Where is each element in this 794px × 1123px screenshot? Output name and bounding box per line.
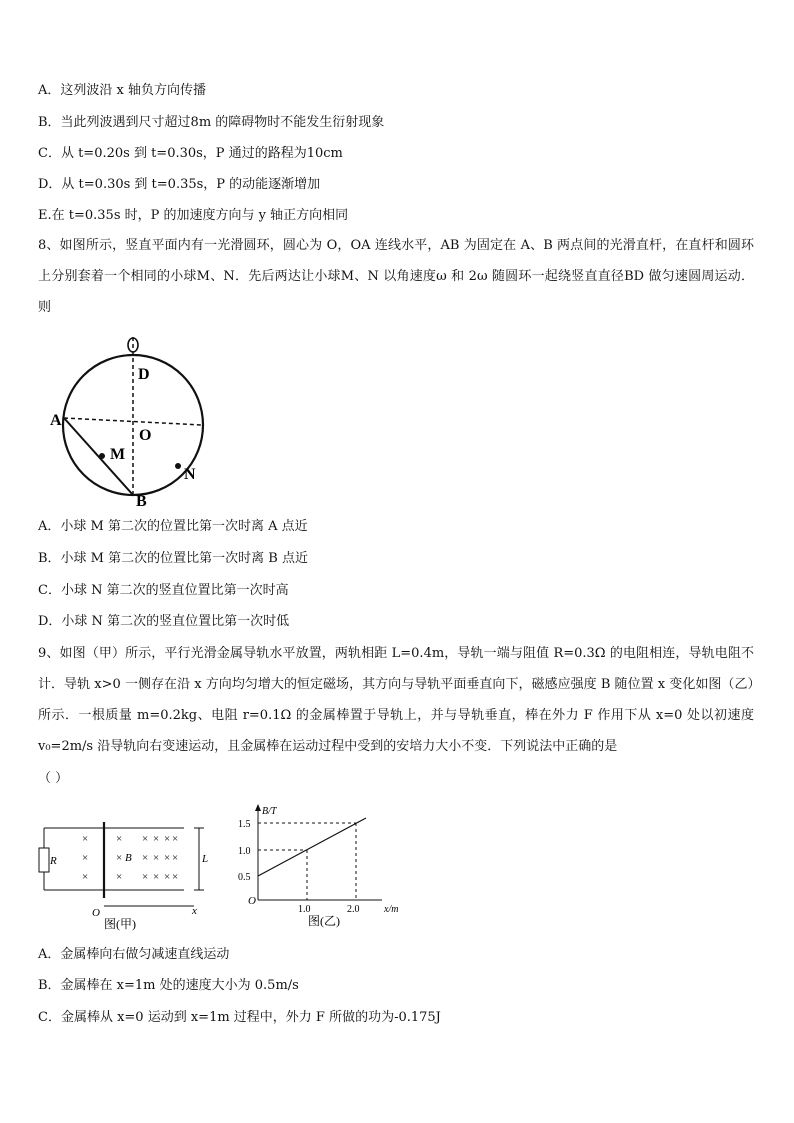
svg-text:×: × <box>172 833 179 845</box>
fig-b-origin: O <box>248 895 256 907</box>
svg-text:×: × <box>164 852 171 864</box>
svg-text:×: × <box>142 833 149 845</box>
fig-b-line <box>258 818 366 876</box>
fig-a-l-label: L <box>202 853 209 865</box>
fig-a-x-label: x <box>192 905 197 917</box>
svg-text:×: × <box>164 833 171 845</box>
q9-figure-b <box>232 800 412 930</box>
svg-text:×: × <box>142 871 149 883</box>
fig-b-xtick-1-0: 1.0 <box>298 904 311 915</box>
label-b: B <box>136 493 147 510</box>
q7-option-c: C．从 t=0.20s 到 t=0.30s，P 通过的路程为10cm <box>38 146 343 161</box>
fig-b-caption: 图(乙) <box>308 914 340 928</box>
q9-option-a: A．金属棒向右做匀减速直线运动 <box>38 947 230 962</box>
q9-option-b: B．金属棒在 x=1m 处的速度大小为 0.5m/s <box>38 978 299 993</box>
ball-n <box>175 463 181 469</box>
fig-a-caption: 图(甲) <box>104 917 136 931</box>
q8-circle-figure <box>48 335 208 510</box>
label-d: D <box>138 366 150 383</box>
label-o: O <box>139 427 152 444</box>
fig-b-ytick-0-5: 0.5 <box>238 872 251 883</box>
q7-option-d: D．从 t=0.30s 到 t=0.35s，P 的动能逐渐增加 <box>38 177 321 192</box>
svg-text:×: × <box>116 852 123 864</box>
svg-text:×: × <box>82 833 89 845</box>
q7-option-e: E.在 t=0.35s 时，P 的加速度方向与 y 轴正方向相同 <box>38 208 349 223</box>
fig-b-xlabel: x/m <box>384 904 399 915</box>
svg-text:×: × <box>116 833 123 845</box>
label-a: A <box>50 412 62 429</box>
svg-text:×: × <box>153 833 160 845</box>
q8-option-d: D．小球 N 第二次的竖直位置比第一次时低 <box>38 614 290 629</box>
q9-figure-a <box>36 818 216 933</box>
svg-text:×: × <box>153 871 160 883</box>
fig-b-xtick-2-0: 2.0 <box>347 904 360 915</box>
fig-b-ytick-1-0: 1.0 <box>238 846 251 857</box>
label-m: M <box>110 446 126 463</box>
q7-option-b: B．当此列波遇到尺寸超过8m 的障碍物时不能发生衍射现象 <box>38 115 385 130</box>
label-n: N <box>184 466 196 483</box>
q7-option-a: A．这列波沿 x 轴负方向传播 <box>38 83 206 98</box>
ball-m <box>99 453 105 459</box>
svg-text:×: × <box>82 852 89 864</box>
q9-blank: （ ） <box>38 771 69 786</box>
fig-a-r-label: R <box>50 855 57 867</box>
svg-text:×: × <box>116 871 123 883</box>
svg-text:×: × <box>142 852 149 864</box>
q8-option-b: B．小球 M 第二次的位置比第一次时离 B 点近 <box>38 551 308 566</box>
svg-text:×: × <box>172 852 179 864</box>
q8-stem: 8、如图所示，竖直平面内有一光滑圆环，圆心为 O，OA 连线水平，AB 为固定在 A、B 两点间的光滑直杆，在直杆和圆环上分别套着一个相同的小球M、N．先后两达让小球M、N 以角速度ω 和 2ω 随圆环一起绕竖直直径BD 做匀速圆周运动．则 <box>38 238 754 315</box>
svg-text:×: × <box>172 871 179 883</box>
q9-stem: 9、如图（甲）所示，平行光滑金属导轨水平放置，两轨相距 L=0.4m，导轨一端与阻值 R=0.3Ω 的电阻相连，导轨电阻不计．导轨 x>0 一侧存在沿 x 方向均匀增大的恒定磁场，其方向与导轨平面垂直向下，磁感应强度 B 随位置 x 变化如图（乙）所示．一根质量 m=0.2kg、电阻 r=0.1Ω 的金属棒置于导轨上，并与导轨垂直，棒在外力 F 作用下从 x=0 处以初速度 v₀=2m/s 沿导轨向右变速运动，且金属棒在运动过程中受到的安培力大小不变．下列说法中正确的是 <box>38 646 754 754</box>
fig-b-ytick-1-5: 1.5 <box>238 819 251 830</box>
q8-option-c: C．小球 N 第二次的竖直位置比第一次时高 <box>38 583 289 598</box>
q8-option-a: A．小球 M 第二次的位置比第一次时离 A 点近 <box>38 519 308 534</box>
svg-text:×: × <box>82 871 89 883</box>
fig-a-origin: O <box>92 907 100 919</box>
fig-b-ylabel: B/T <box>262 806 277 817</box>
svg-text:×: × <box>164 871 171 883</box>
fig-a-b-label: B <box>125 852 132 864</box>
svg-text:×: × <box>153 852 160 864</box>
q9-option-c: C．金属棒从 x=0 运动到 x=1m 过程中，外力 F 所做的功为-0.175J <box>38 1010 441 1025</box>
